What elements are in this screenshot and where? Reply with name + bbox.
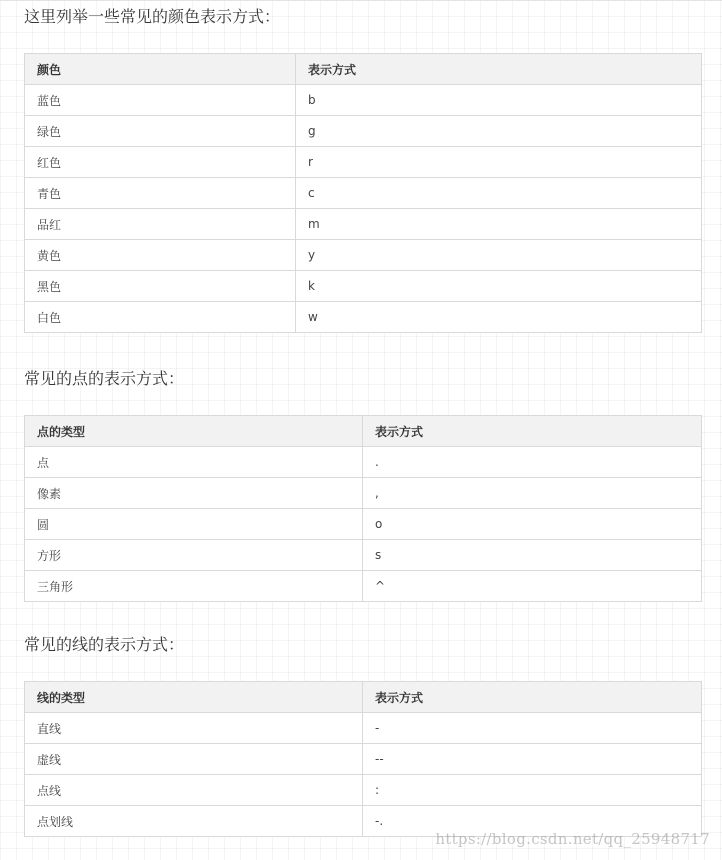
marker-type-cell: 三角形 <box>25 571 363 602</box>
colors-table <box>24 53 702 333</box>
table-row <box>25 540 702 571</box>
table-row <box>25 478 702 509</box>
marker-type-cell: 点 <box>25 447 363 478</box>
table-row <box>25 713 702 744</box>
color-code-cell: y <box>296 240 702 271</box>
table-row <box>25 775 702 806</box>
color-code-cell: c <box>296 178 702 209</box>
table-row <box>25 571 702 602</box>
line-type-cell: 点线 <box>25 775 363 806</box>
markers-table <box>24 415 702 602</box>
color-code-cell: k <box>296 271 702 302</box>
table-row <box>25 178 702 209</box>
colors-heading: 这里列举一些常见的颜色表示方式： <box>24 7 281 26</box>
marker-type-cell: 圆 <box>25 509 363 540</box>
color-name-cell: 品红 <box>25 209 296 240</box>
line-code-cell: -. <box>363 806 702 837</box>
column-header: 表示方式 <box>363 416 702 447</box>
line-type-cell: 点划线 <box>25 806 363 837</box>
color-name-cell: 绿色 <box>25 116 296 147</box>
table-row <box>25 447 702 478</box>
lines-table <box>24 681 702 837</box>
color-code-cell: w <box>296 302 702 333</box>
table-row <box>25 240 702 271</box>
table-header-row <box>25 682 702 713</box>
lines-heading: 常见的线的表示方式： <box>24 635 185 654</box>
marker-code-cell: , <box>363 478 702 509</box>
table-row <box>25 85 702 116</box>
color-code-cell: r <box>296 147 702 178</box>
marker-code-cell: s <box>363 540 702 571</box>
table-header-row <box>25 54 702 85</box>
marker-type-cell: 方形 <box>25 540 363 571</box>
table-row <box>25 744 702 775</box>
table-row <box>25 116 702 147</box>
color-name-cell: 红色 <box>25 147 296 178</box>
marker-type-cell: 像素 <box>25 478 363 509</box>
color-name-cell: 黑色 <box>25 271 296 302</box>
line-code-cell: - <box>363 713 702 744</box>
color-code-cell: g <box>296 116 702 147</box>
markers-heading: 常见的点的表示方式： <box>24 369 185 388</box>
line-code-cell: : <box>363 775 702 806</box>
table-row <box>25 509 702 540</box>
column-header: 颜色 <box>25 54 296 85</box>
column-header: 线的类型 <box>25 682 363 713</box>
color-name-cell: 青色 <box>25 178 296 209</box>
table-row <box>25 147 702 178</box>
color-name-cell: 白色 <box>25 302 296 333</box>
marker-code-cell: ^ <box>363 571 702 602</box>
column-header: 表示方式 <box>363 682 702 713</box>
color-name-cell: 蓝色 <box>25 85 296 116</box>
marker-code-cell: . <box>363 447 702 478</box>
table-header-row <box>25 416 702 447</box>
color-code-cell: b <box>296 85 702 116</box>
table-row <box>25 302 702 333</box>
column-header: 点的类型 <box>25 416 363 447</box>
watermark: https://blog.csdn.net/qq_25948717 <box>435 830 710 848</box>
color-name-cell: 黄色 <box>25 240 296 271</box>
line-code-cell: -- <box>363 744 702 775</box>
color-code-cell: m <box>296 209 702 240</box>
table-row <box>25 271 702 302</box>
column-header: 表示方式 <box>296 54 702 85</box>
line-type-cell: 直线 <box>25 713 363 744</box>
top-divider <box>0 0 722 1</box>
marker-code-cell: o <box>363 509 702 540</box>
line-type-cell: 虚线 <box>25 744 363 775</box>
table-row <box>25 209 702 240</box>
